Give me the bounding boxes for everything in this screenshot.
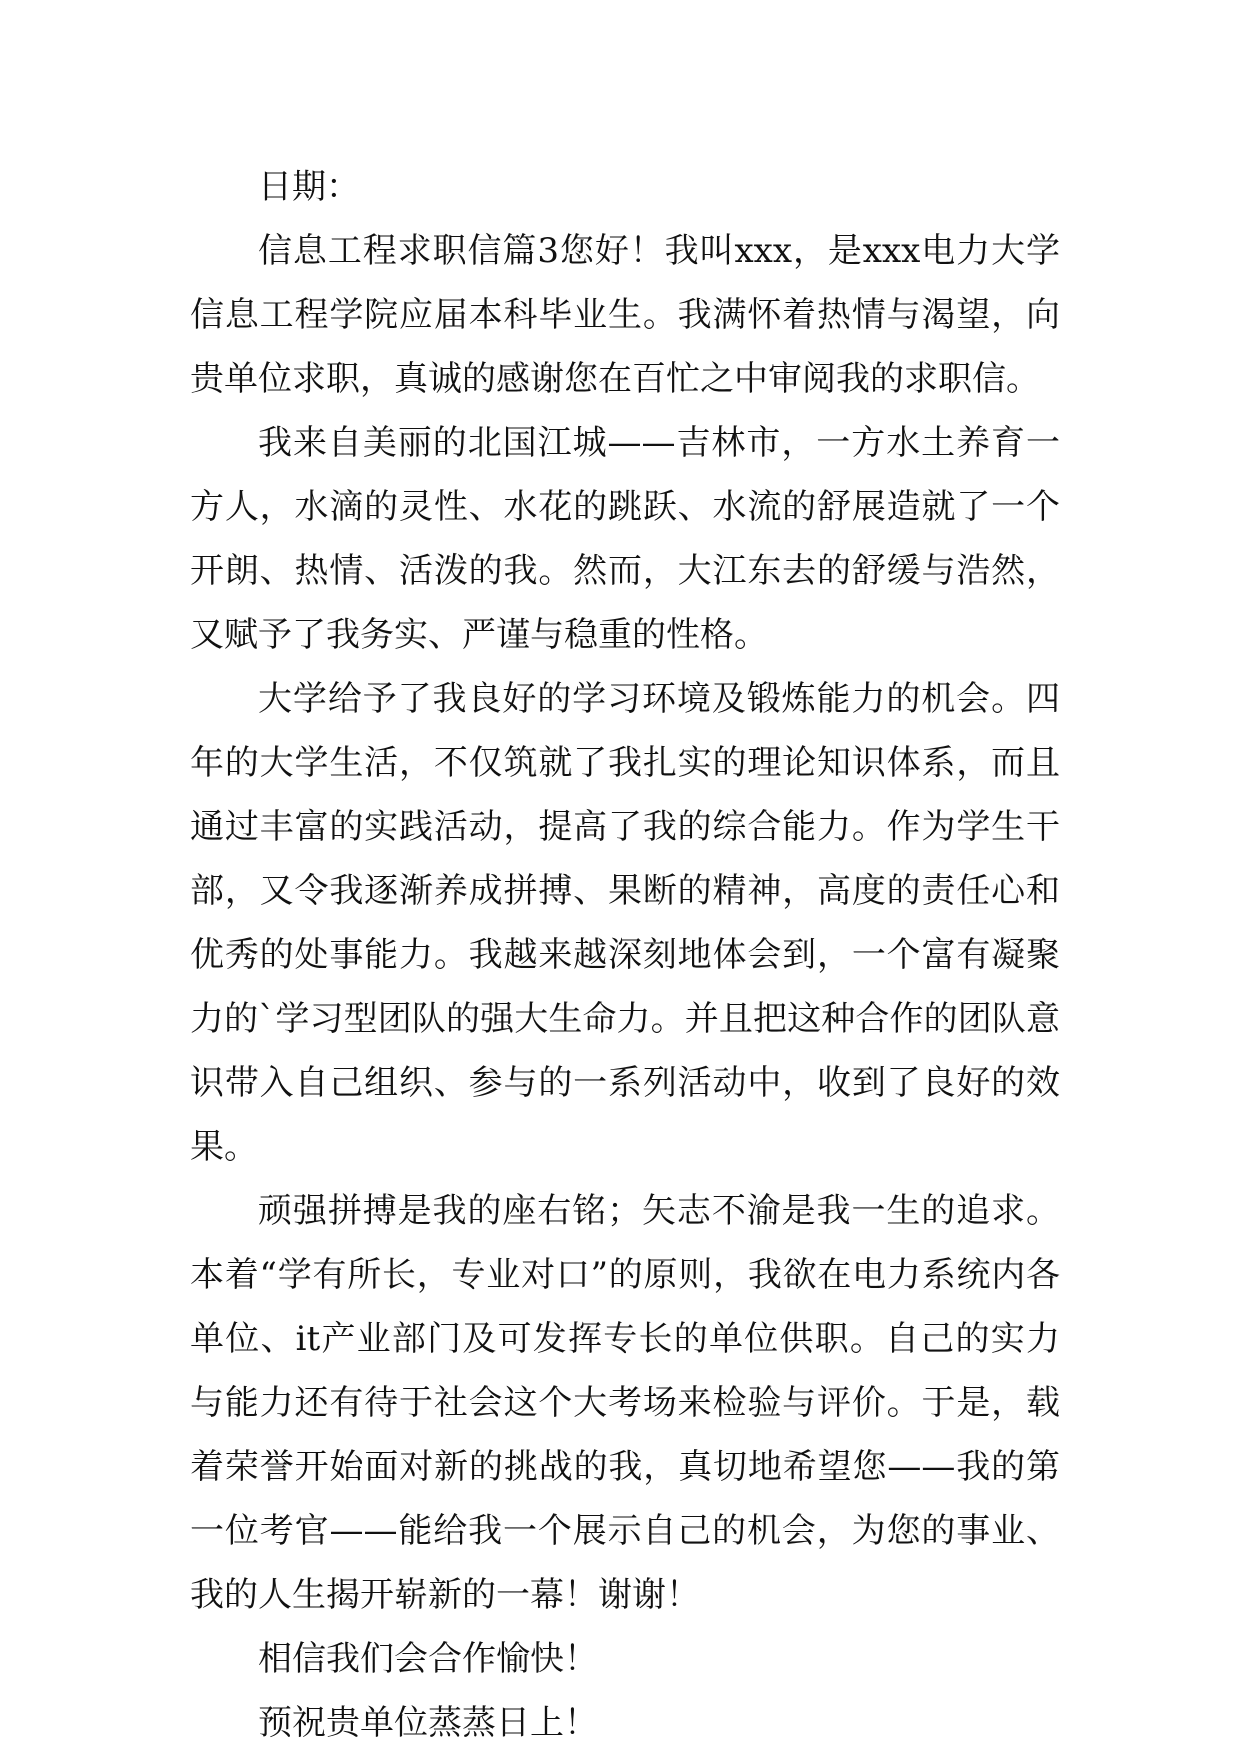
paragraph-intro: 信息工程求职信篇3您好！我叫xxx，是xxx电力大学信息工程学院应届本科毕业生。我满怀着热情与渴望，向贵单位求职，真诚的感谢您在百忙之中审阅我的求职信。 — [190, 231, 1060, 399]
letter-body — [190, 155, 1060, 1755]
closing-line-cooperation: 相信我们会合作愉快！ — [258, 1639, 598, 1679]
closing-line-wishes: 预祝贵单位蒸蒸日上！ — [258, 1703, 598, 1743]
paragraph-university: 大学给予了我良好的学习环境及锻炼能力的机会。四年的大学生活，不仅筑就了我扎实的理论知识体系，而且通过丰富的实践活动，提高了我的综合能力。作为学生干部，又令我逐渐养成拼搏、果断的精神，高度的责任心和优秀的处事能力。我越来越深刻地体会到，一个富有凝聚力的`学习型团队的强大生命力。并且把这种合作的团队意识带入自己组织、参与的一系列活动中，收到了良好的效果。 — [190, 679, 1060, 1167]
date-line: 日期： — [258, 167, 360, 207]
paragraph-motto: 顽强拼搏是我的座右铭；矢志不渝是我一生的追求。本着“学有所长，专业对口”的原则，我欲在电力系统内各单位、it产业部门及可发挥专长的单位供职。自己的实力与能力还有待于社会这个大考场来检验与评价。于是，载着荣誉开始面对新的挑战的我，真切地希望您——我的第一位考官——能给我一个展示自己的机会，为您的事业、我的人生揭开崭新的一幕！谢谢！ — [190, 1191, 1060, 1615]
paragraph-hometown: 我来自美丽的北国江城——吉林市，一方水土养育一方人，水滴的灵性、水花的跳跃、水流的舒展造就了一个开朗、热情、活泼的我。然而，大江东去的舒缓与浩然，又赋予了我务实、严谨与稳重的性格。 — [190, 423, 1060, 655]
